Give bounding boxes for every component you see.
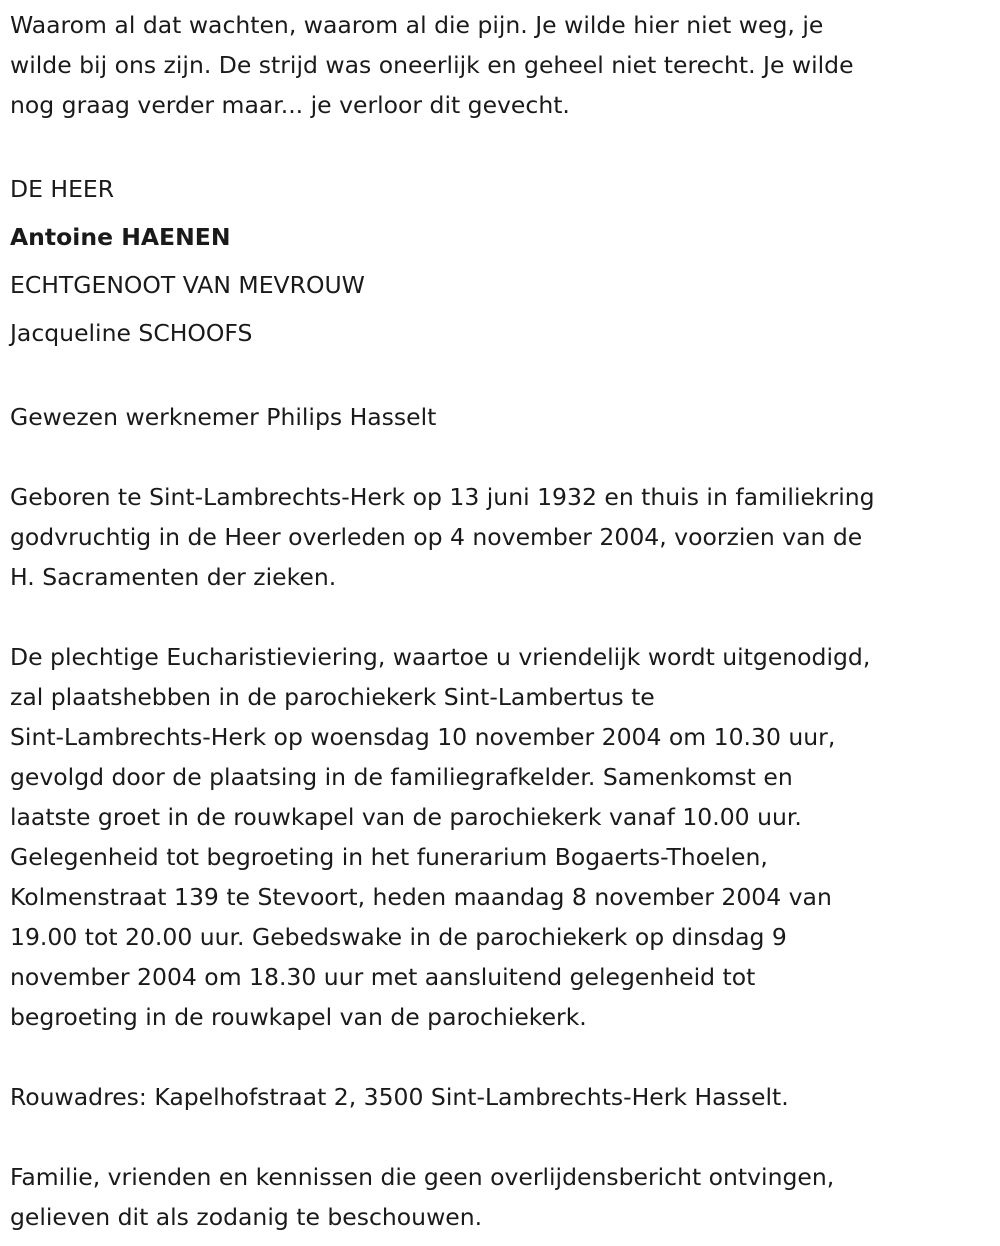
deceased-block xyxy=(10,165,995,357)
ceremony-line: 19.00 tot 20.00 uur. Gebedswake in de parochiekerk op dinsdag 9 xyxy=(10,923,787,951)
poem-line: Waarom al dat wachten, waarom al die pijn. Je wilde hier niet weg, je xyxy=(10,11,824,39)
ceremony-line: Kolmenstraat 139 te Stevoort, heden maandag 8 november 2004 van xyxy=(10,883,832,911)
birth-death-paragraph xyxy=(10,477,995,597)
ceremony-line: november 2004 om 18.30 uur met aansluitend gelegenheid tot xyxy=(10,963,756,991)
birth-death-line: Geboren te Sint-Lambrechts-Herk op 13 juni 1932 en thuis in familiekring xyxy=(10,483,875,511)
honorific-title: DE HEER xyxy=(10,175,115,203)
spacer xyxy=(10,1037,995,1077)
ceremony-line: laatste groet in de rouwkapel van de parochiekerk vanaf 10.00 uur. xyxy=(10,803,802,831)
address-paragraph xyxy=(10,1077,995,1117)
ceremony-line: Sint-Lambrechts-Herk op woensdag 10 november 2004 om 10.30 uur, xyxy=(10,723,836,751)
birth-death-line: godvruchtig in de Heer overleden op 4 november 2004, voorzien van de xyxy=(10,523,863,551)
spacer xyxy=(10,437,995,477)
poem-line: nog graag verder maar... je verloor dit gevecht. xyxy=(10,91,570,119)
occupation-paragraph xyxy=(10,397,995,437)
closing-paragraph xyxy=(10,1157,995,1237)
spacer xyxy=(10,597,995,637)
occupation-text: Gewezen werknemer Philips Hasselt xyxy=(10,403,437,431)
relation-label: ECHTGENOOT VAN MEVROUW xyxy=(10,271,365,299)
closing-line: gelieven dit als zodanig te beschouwen. xyxy=(10,1203,483,1231)
ceremony-line: De plechtige Eucharistieviering, waartoe u vriendelijk wordt uitgenodigd, xyxy=(10,643,871,671)
mourning-address: Rouwadres: Kapelhofstraat 2, 3500 Sint-Lambrechts-Herk Hasselt. xyxy=(10,1083,789,1111)
obituary-notice xyxy=(10,5,995,1237)
spacer xyxy=(10,125,995,165)
spacer xyxy=(10,1117,995,1157)
birth-death-line: H. Sacramenten der zieken. xyxy=(10,563,337,591)
ceremony-line: gevolgd door de plaatsing in de familiegrafkelder. Samenkomst en xyxy=(10,763,793,791)
spacer xyxy=(10,357,995,397)
poem-line: wilde bij ons zijn. De strijd was oneerlijk en geheel niet terecht. Je wilde xyxy=(10,51,854,79)
ceremony-line: begroeting in de rouwkapel van de parochiekerk. xyxy=(10,1003,587,1031)
ceremony-line: zal plaatshebben in de parochiekerk Sint-Lambertus te xyxy=(10,683,655,711)
poem-paragraph xyxy=(10,5,995,125)
spouse-name: Jacqueline SCHOOFS xyxy=(10,319,253,347)
ceremony-line: Gelegenheid tot begroeting in het funerarium Bogaerts-Thoelen, xyxy=(10,843,768,871)
closing-line: Familie, vrienden en kennissen die geen overlijdensbericht ontvingen, xyxy=(10,1163,835,1191)
deceased-name: Antoine HAENEN xyxy=(10,223,231,251)
ceremony-paragraph xyxy=(10,637,995,1037)
